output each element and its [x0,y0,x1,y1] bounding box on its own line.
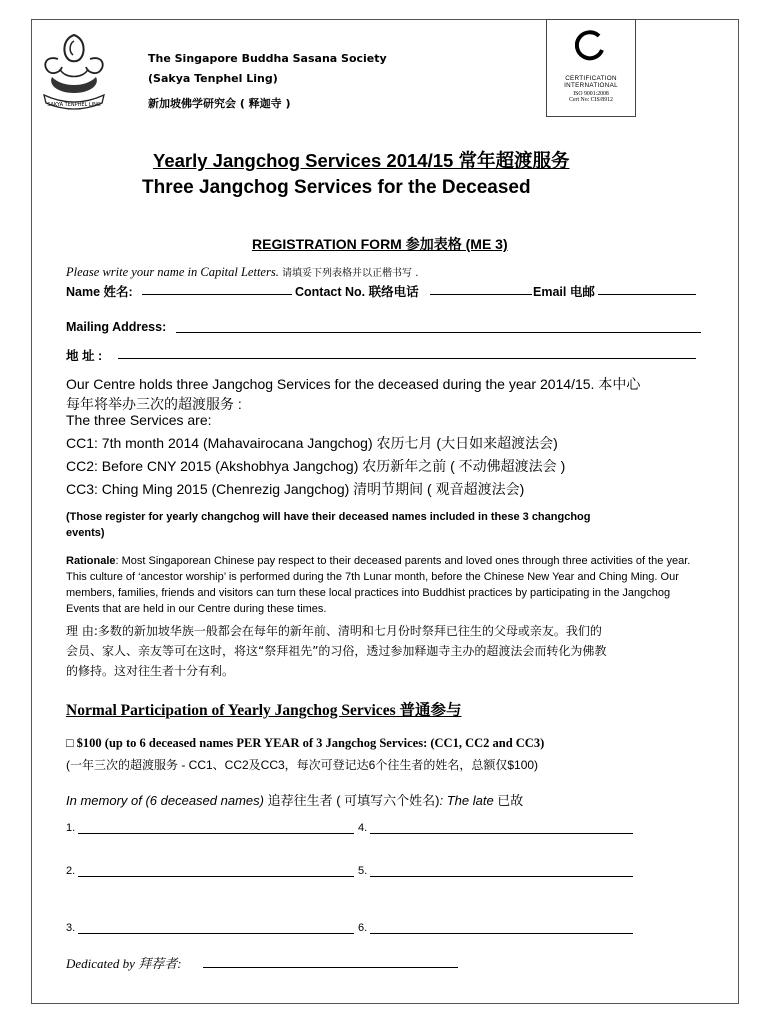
page-title: Yearly Jangchog Services 2014/15 常年超渡服务 [153,150,570,171]
deceased-4-field[interactable] [370,833,633,834]
intro-line2: 每年将举办三次的超渡服务 : [66,396,242,412]
memory-zh: 追荐往生者 ( 可填写六个姓名) [263,793,440,808]
society-logo [38,29,110,117]
name-field[interactable] [142,294,292,295]
instruction-zh: 请填妥下列表格并以正楷书写 . [278,268,419,279]
deceased-3-field[interactable] [78,933,354,934]
rationale-paragraph [66,553,702,617]
registration-form-heading: REGISTRATION FORM 参加表格 (ME 3) [252,236,508,252]
email-field[interactable] [598,294,696,295]
intro-line3: The three Services are: [66,412,212,428]
address-zh-field[interactable] [118,358,696,359]
deceased-6-number: 6. [358,922,368,934]
logo-text: SAKYA TENPHEL LING [47,102,101,108]
deceased-5-number: 5. [358,865,368,877]
participation-option-zh: (一年三次的超渡服务 - CC1、CC2及CC3，每次可登记达6个往生者的姓名，总额仅$100) [66,758,539,772]
rationale-zh-line2: 会员、家人、亲友等可在这时，将这“祭拜祖先”的习俗，透过参加释迦寺主办的超渡法会而转化为佛教 [66,644,607,658]
service-cc3: CC3: Ching Ming 2015 (Chenrezig Jangchog) 清明节期间 ( 观音超渡法会) [66,481,525,497]
dedicated-by-label [66,953,182,972]
dedicated-colon: : [177,956,182,971]
intro-line1: Our Centre holds three Jangchog Services for the deceased during the year 2014/15. 本中心 [66,376,641,392]
deceased-5-field[interactable] [370,876,633,877]
rationale-zh-line1: 理 由:多数的新加坡华族一般都会在每年的新年前、清明和七月份时祭拜已往生的父母或亲友。我们的 [66,624,602,638]
cert-line2: INTERNATIONAL [564,82,618,89]
mailing-address-label: Mailing Address: [66,320,167,334]
deceased-4-number: 4. [358,822,368,834]
name-label: Name 姓名: [66,285,133,299]
org-subname: (Sakya Tenphel Ling) [148,72,278,85]
deceased-6-field[interactable] [370,933,633,934]
instruction-en: Please write your name in Capital Letters. [66,265,279,279]
certification-ring-icon [575,30,607,62]
notice-line2: events) [66,527,105,539]
contact-field[interactable] [430,294,532,295]
page-subtitle: Three Jangchog Services for the Deceased [142,177,531,198]
deceased-3-number: 3. [66,922,76,934]
contact-label: Contact No. 联络电话 [295,285,419,299]
service-cc2: CC2: Before CNY 2015 (Akshobhya Jangchog) 农历新年之前 ( 不动佛超渡法会 ) [66,458,566,474]
mailing-address-field[interactable] [176,332,701,333]
deceased-2-number: 2. [66,865,76,877]
deceased-1-field[interactable] [78,833,354,834]
rationale-label: Rationale [66,555,116,567]
rationale-zh-line3: 的修持。这对往生者十分有利。 [66,664,235,678]
notice-line1: (Those register for yearly changchog will have their deceased names included in these 3 changchog [66,511,591,523]
cert-number: Cert No: CIS/8912 [569,97,613,103]
memory-line [66,790,523,809]
cert-line1: CERTIFICATION [565,75,617,82]
instruction-text [66,264,418,280]
address-zh-label: 地 址 : [66,349,103,363]
deceased-1-number: 1. [66,822,76,834]
org-chinese-name: 新加坡佛学研究会 ( 释迦寺 ) [148,97,291,110]
service-cc1: CC1: 7th month 2014 (Mahavairocana Jangchog) 农历七月 (大日如来超渡法会) [66,435,558,451]
dedicated-by-field[interactable] [203,967,458,968]
memory-en: In memory of (6 deceased names) [66,793,264,808]
certification-badge [546,19,636,117]
deceased-2-field[interactable] [78,876,354,877]
late-zh: 已故 [493,793,524,808]
dedicated-en: Dedicated by [66,956,135,971]
rationale-text: : Most Singaporean Chinese pay respect to their deceased parents and loved ones through three activities of the year. This culture of ‘ancestor worship’ is performed during the 7th Lunar month, before the Chinese New Year and Ching Ming. Our members, families, friends and visitors can turn these local practices into Buddhist practices by participating in the Jangchog Events that are held in our Centre during these times. [66,555,691,615]
late-en: : The late [439,793,494,808]
participation-option[interactable]: □ $100 (up to 6 deceased names PER YEAR of 3 Jangchog Services: (CC1, CC2 and CC3) [66,736,545,750]
cert-iso: ISO 9001:2008 [573,91,609,97]
dedicated-zh: 拜荐者 [134,956,178,971]
email-label: Email 电邮 [533,285,595,299]
org-name: The Singapore Buddha Sasana Society [148,52,387,65]
participation-heading: Normal Participation of Yearly Jangchog Services 普通参与 [66,702,462,719]
